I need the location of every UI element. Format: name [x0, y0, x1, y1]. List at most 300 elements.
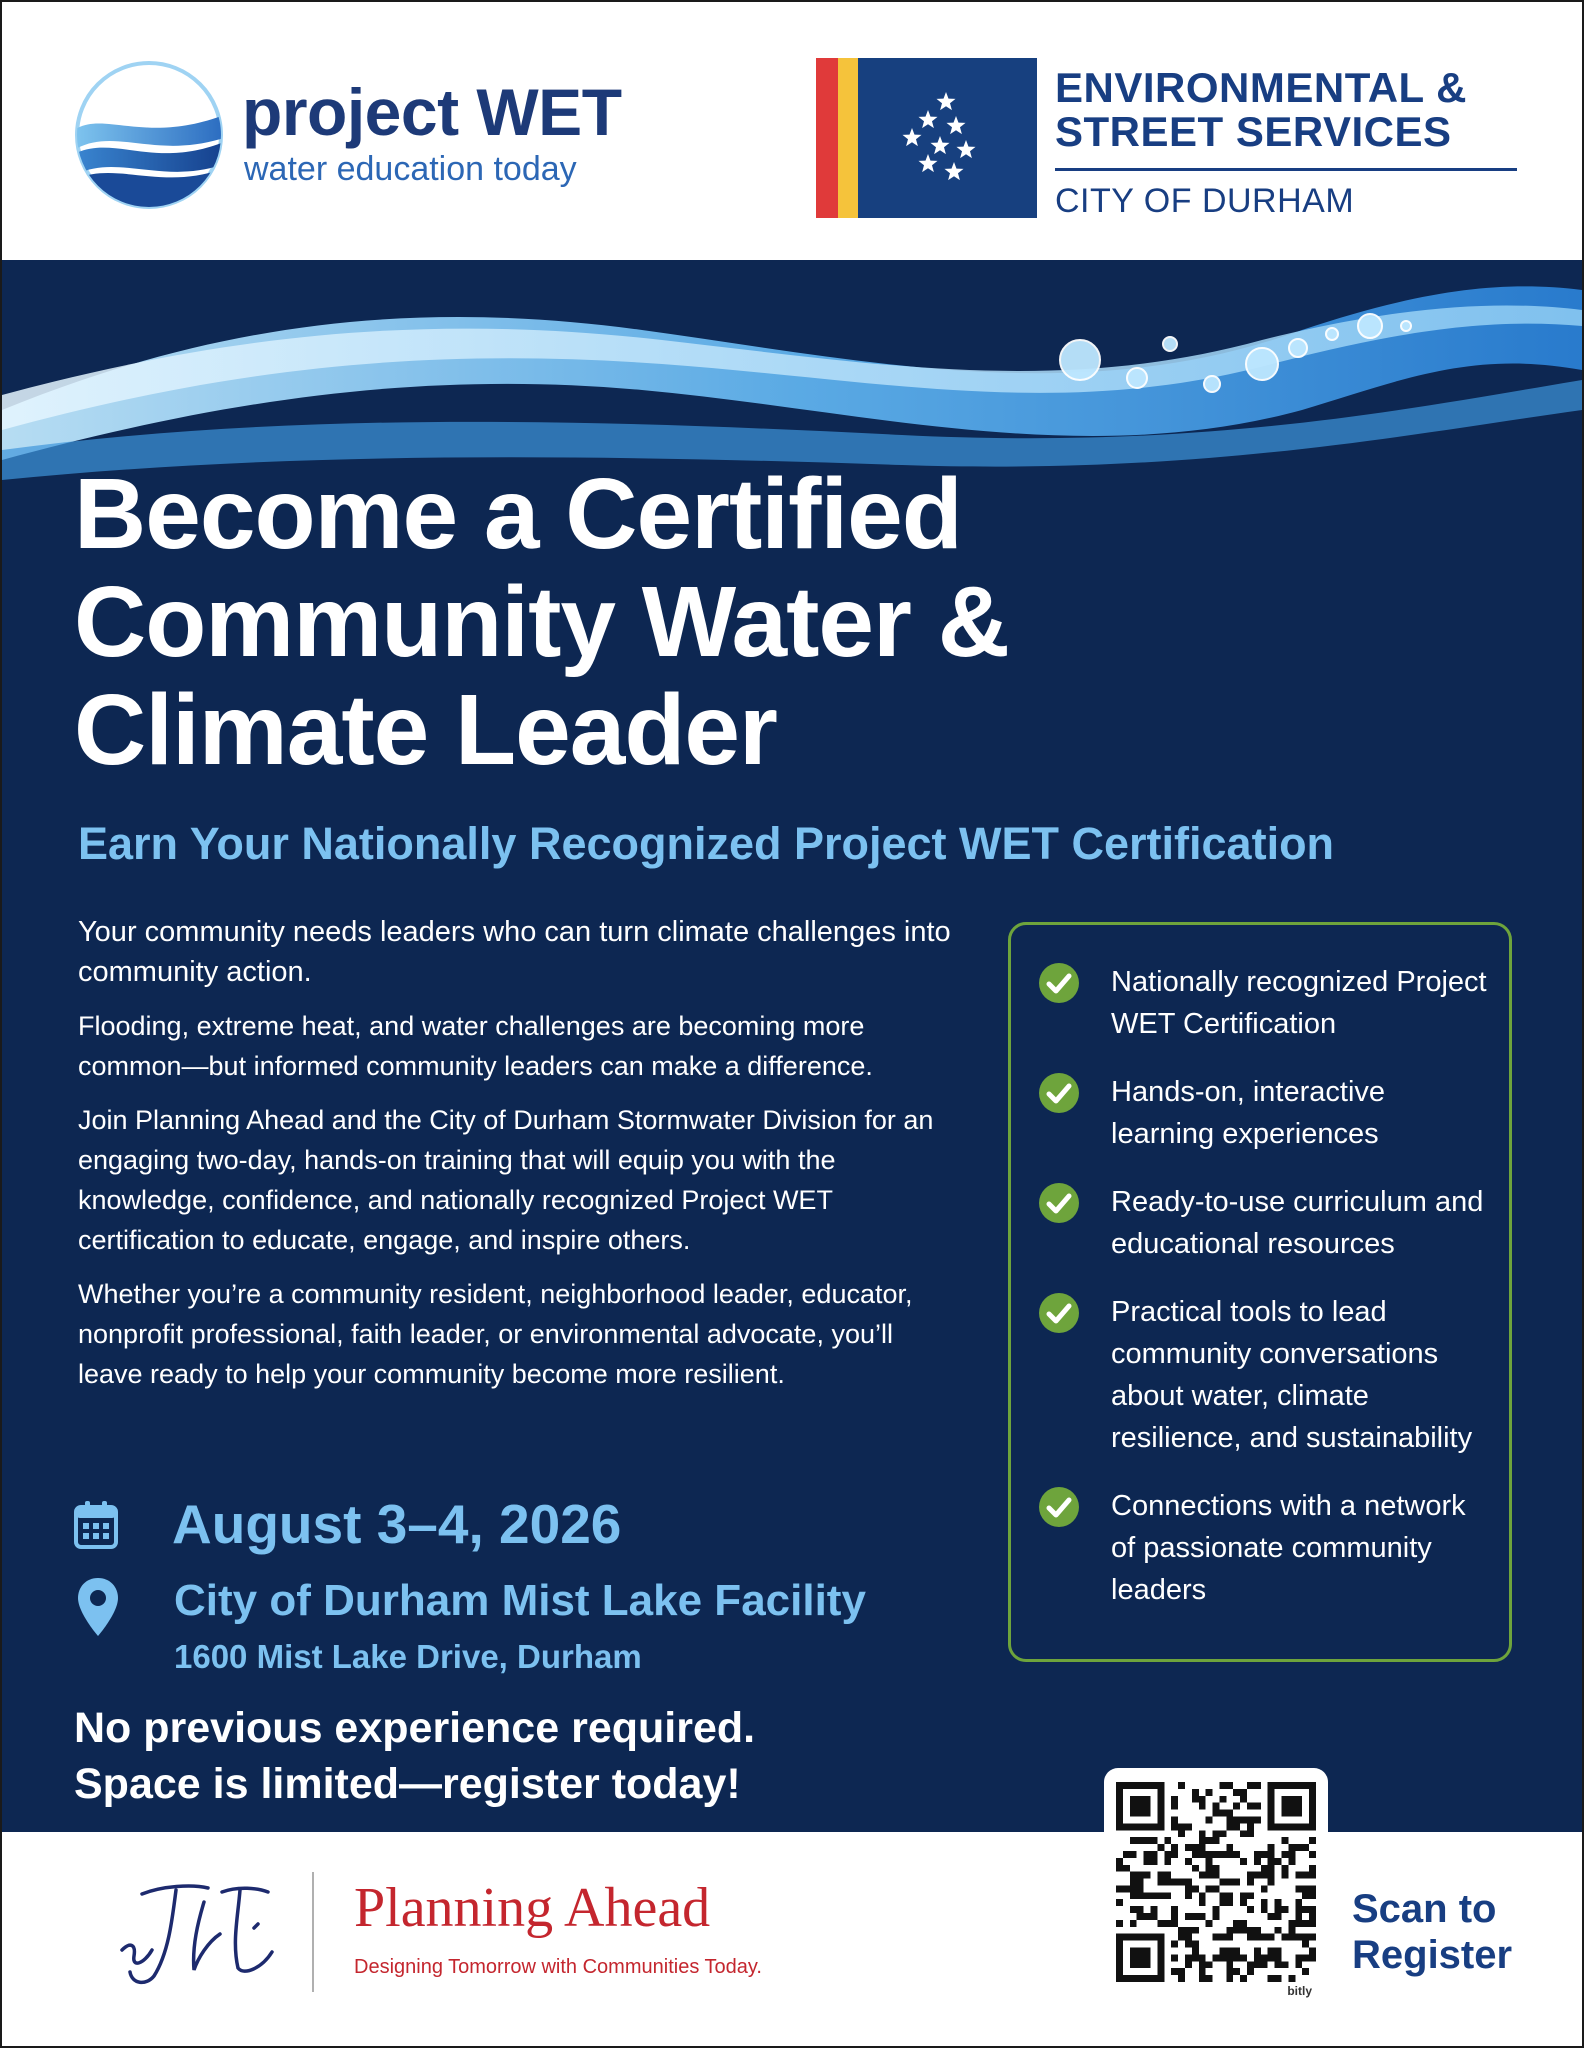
body-paragraph: Join Planning Ahead and the City of Durham Stormwater Division for an engaging two-day, hands-on training that will equip you with the knowledge, confidence, and nationally recognized Project WET certification to educate, engage, and inspire others.: [78, 1105, 934, 1255]
qr-module: [1247, 1879, 1254, 1886]
qr-module: [1268, 1851, 1275, 1858]
body-paragraph: Flooding, extreme heat, and water challenges are becoming more common—but informed community leaders can make a difference.: [78, 1011, 873, 1081]
qr-module: [1302, 1844, 1309, 1851]
qr-module: [1185, 1934, 1192, 1941]
qr-module: [1233, 1954, 1240, 1961]
scan-line: Scan to: [1352, 1887, 1497, 1931]
qr-module: [1171, 1803, 1178, 1810]
qr-module: [1164, 1872, 1171, 1879]
qr-module: [1157, 1872, 1164, 1879]
qr-module: [1199, 1844, 1206, 1851]
qr-module: [1171, 1823, 1178, 1830]
qr-module: [1309, 1872, 1316, 1879]
event-date: August 3–4, 2026: [172, 1493, 622, 1555]
qr-module: [1247, 1934, 1254, 1941]
qr-module: [1240, 1796, 1247, 1803]
qr-module: [1295, 1885, 1302, 1892]
qr-module: [1123, 1851, 1130, 1858]
qr-module: [1199, 1968, 1206, 1975]
qr-module: [1213, 1906, 1220, 1913]
qr-module: [1295, 1899, 1302, 1906]
qr-module: [1150, 1851, 1157, 1858]
subheadline: Earn Your Nationally Recognized Project WET Certification: [78, 818, 1335, 869]
benefit-item: [1037, 1291, 1489, 1459]
qr-module: [1261, 1899, 1268, 1906]
qr-module: [1130, 1872, 1137, 1879]
qr-module: [1213, 1934, 1220, 1941]
body-paragraph: Your community needs leaders who can turn climate challenges into community action.: [78, 916, 951, 988]
qr-module: [1288, 1851, 1295, 1858]
qr-module: [1302, 1906, 1309, 1913]
qr-module: [1213, 1885, 1220, 1892]
qr-module: [1144, 1892, 1151, 1899]
qr-module: [1282, 1837, 1289, 1844]
qr-module: [1192, 1941, 1199, 1948]
qr-module: [1282, 1961, 1289, 1968]
qr-module: [1240, 1892, 1247, 1899]
qr-module: [1275, 1858, 1282, 1865]
qr-module: [1261, 1865, 1268, 1872]
qr-module: [1254, 1934, 1261, 1941]
qr-module: [1116, 1885, 1123, 1892]
footer-divider: [312, 1872, 314, 1992]
qr-module: [1282, 1872, 1289, 1879]
qr-module: [1226, 1851, 1233, 1858]
qr-module: [1261, 1954, 1268, 1961]
qr-module: [1150, 1906, 1157, 1913]
qr-module: [1157, 1920, 1164, 1927]
qr-module: [1240, 1975, 1247, 1982]
qr-module: [1247, 1961, 1254, 1968]
qr-module: [1254, 1927, 1261, 1934]
ess-name-line2: STREET SERVICES: [1055, 108, 1452, 155]
qr-module: [1213, 1837, 1220, 1844]
qr-module: [1144, 1851, 1151, 1858]
qr-module: [1199, 1975, 1206, 1982]
qr-module: [1171, 1816, 1178, 1823]
qr-module: [1213, 1865, 1220, 1872]
qr-module: [1199, 1796, 1206, 1803]
qr-module: [1171, 1906, 1178, 1913]
qr-module: [1226, 1844, 1233, 1851]
qr-module: [1268, 1975, 1275, 1982]
qr-module: [1150, 1892, 1157, 1899]
qr-module: [1171, 1796, 1178, 1803]
qr-module: [1164, 1892, 1171, 1899]
qr-module: [1219, 1851, 1226, 1858]
qr-module: [1192, 1851, 1199, 1858]
call-to-action: [74, 1700, 755, 1812]
qr-module: [1164, 1858, 1171, 1865]
qr-module: [1226, 1879, 1233, 1886]
qr-module: [1226, 1816, 1233, 1823]
qr-module: [1295, 1961, 1302, 1968]
qr-brand-label: bitly: [1287, 1984, 1312, 1998]
qr-module: [1282, 1934, 1289, 1941]
qr-module: [1261, 1961, 1268, 1968]
qr-code-icon[interactable]: [1116, 1782, 1316, 1982]
main-headline: [74, 460, 1514, 784]
cta-line: Space is limited—register today!: [74, 1760, 741, 1808]
qr-module: [1199, 1899, 1206, 1906]
qr-module: [1226, 1961, 1233, 1968]
qr-module: [1137, 1913, 1144, 1920]
qr-module: [1282, 1906, 1289, 1913]
qr-module: [1157, 1892, 1164, 1899]
qr-module: [1226, 1782, 1233, 1789]
qr-module: [1309, 1851, 1316, 1858]
qr-module: [1178, 1975, 1185, 1982]
benefit-text: Practical tools to lead community conversations about water, climate resilience, and sustainability: [1111, 1296, 1473, 1454]
qr-module: [1219, 1892, 1226, 1899]
qr-module: [1213, 1954, 1220, 1961]
qr-module: [1309, 1892, 1316, 1899]
qr-module: [1185, 1927, 1192, 1934]
qr-module: [1233, 1789, 1240, 1796]
wave-circle-icon: [74, 60, 224, 210]
qr-module: [1192, 1865, 1199, 1872]
qr-module: [1302, 1892, 1309, 1899]
qr-module: [1192, 1948, 1199, 1955]
qr-module: [1206, 1789, 1213, 1796]
qr-module: [1275, 1975, 1282, 1982]
qr-module: [1123, 1885, 1130, 1892]
qr-module: [1247, 1782, 1254, 1789]
qr-module: [1192, 1927, 1199, 1934]
qr-module: [1164, 1920, 1171, 1927]
qr-module: [1144, 1837, 1151, 1844]
qr-module: [1282, 1796, 1303, 1817]
check-circle-icon: [1037, 1181, 1081, 1225]
cta-line: No previous experience required.: [74, 1704, 756, 1752]
qr-module: [1268, 1844, 1275, 1851]
qr-module: [1144, 1913, 1151, 1920]
benefit-text: Nationally recognized Project WET Certification: [1111, 966, 1487, 1040]
qr-module: [1206, 1858, 1213, 1865]
qr-module: [1240, 1899, 1247, 1906]
qr-module: [1247, 1830, 1254, 1837]
qr-module: [1309, 1913, 1316, 1920]
main-panel: [2, 260, 1582, 1832]
qr-module: [1164, 1837, 1171, 1844]
qr-module: [1309, 1865, 1316, 1872]
ess-divider: [1055, 168, 1517, 171]
qr-module: [1268, 1865, 1275, 1872]
check-circle-icon: [1037, 961, 1081, 1005]
project-wet-tagline: water education today: [244, 150, 577, 188]
headline-line: Climate Leader: [74, 674, 777, 786]
qr-module: [1185, 1844, 1192, 1851]
qr-module: [1213, 1803, 1220, 1810]
qr-module: [1206, 1920, 1213, 1927]
qr-module: [1116, 1865, 1123, 1872]
qr-module: [1219, 1830, 1226, 1837]
body-copy: [78, 912, 958, 1408]
qr-module: [1192, 1844, 1199, 1851]
qr-module: [1254, 1954, 1261, 1961]
planning-ahead-name: Planning Ahead: [354, 1877, 711, 1939]
qr-module: [1157, 1879, 1164, 1886]
qr-module: [1137, 1879, 1144, 1886]
qr-module: [1171, 1968, 1178, 1975]
qr-module: [1240, 1954, 1247, 1961]
qr-module: [1240, 1858, 1247, 1865]
qr-module: [1247, 1906, 1254, 1913]
qr-module: [1150, 1858, 1157, 1865]
qr-module: [1226, 1948, 1233, 1955]
benefit-text: Connections with a network of passionate community leaders: [1111, 1490, 1466, 1606]
qr-module: [1309, 1954, 1316, 1961]
qr-module: [1130, 1837, 1137, 1844]
qr-module: [1178, 1968, 1185, 1975]
qr-module: [1130, 1920, 1137, 1927]
qr-module: [1116, 1858, 1123, 1865]
qr-module: [1199, 1892, 1206, 1899]
qr-module: [1199, 1872, 1206, 1879]
qr-module: [1226, 1892, 1233, 1899]
check-circle-icon: [1037, 1071, 1081, 1115]
qr-module: [1213, 1830, 1220, 1837]
qr-module: [1178, 1927, 1185, 1934]
qr-module: [1309, 1885, 1316, 1892]
qr-module: [1185, 1913, 1192, 1920]
qr-module: [1199, 1837, 1206, 1844]
qr-module: [1171, 1879, 1178, 1886]
qr-module: [1240, 1830, 1247, 1837]
qr-module: [1309, 1934, 1316, 1941]
qr-module: [1226, 1975, 1233, 1982]
qr-module: [1185, 1941, 1192, 1948]
qr-module: [1309, 1920, 1316, 1927]
qr-module: [1206, 1961, 1213, 1968]
qr-module: [1185, 1892, 1192, 1899]
qr-module: [1261, 1885, 1268, 1892]
qr-module: [1288, 1844, 1295, 1851]
qr-module: [1219, 1934, 1226, 1941]
qr-module: [1226, 1927, 1233, 1934]
qr-module: [1275, 1913, 1282, 1920]
benefit-text: Ready-to-use curriculum and educational resources: [1111, 1186, 1484, 1260]
qr-module: [1171, 1954, 1178, 1961]
qr-module: [1178, 1823, 1185, 1830]
qr-module: [1247, 1823, 1254, 1830]
qr-module: [1302, 1941, 1309, 1948]
qr-module: [1199, 1851, 1206, 1858]
qr-module: [1261, 1872, 1268, 1879]
qr-module: [1268, 1872, 1275, 1879]
qr-module: [1116, 1920, 1123, 1927]
qr-module: [1199, 1961, 1206, 1968]
qr-module: [1247, 1892, 1254, 1899]
qr-module: [1144, 1858, 1151, 1865]
qr-module: [1137, 1872, 1144, 1879]
qr-module: [1240, 1789, 1247, 1796]
qr-module: [1254, 1816, 1261, 1823]
qr-module: [1233, 1816, 1240, 1823]
qr-module: [1130, 1892, 1137, 1899]
qr-module: [1268, 1879, 1275, 1886]
location-pin-icon: [76, 1576, 120, 1638]
durham-flag-stars-icon: [816, 58, 1037, 218]
qr-module: [1282, 1851, 1289, 1858]
scan-line: Register: [1352, 1933, 1513, 1977]
qr-module: [1302, 1920, 1309, 1927]
qr-module: [1268, 1948, 1275, 1955]
benefit-item: [1037, 961, 1489, 1045]
qr-module: [1275, 1961, 1282, 1968]
qr-module: [1295, 1906, 1302, 1913]
qr-module: [1213, 1913, 1220, 1920]
qr-module: [1213, 1810, 1220, 1817]
qr-module: [1137, 1885, 1144, 1892]
qr-module: [1137, 1906, 1144, 1913]
qr-module: [1309, 1837, 1316, 1844]
qr-module: [1171, 1851, 1178, 1858]
qr-module: [1302, 1872, 1309, 1879]
check-circle-icon: [1037, 1291, 1081, 1335]
qr-module: [1254, 1851, 1261, 1858]
qr-module: [1233, 1948, 1240, 1955]
qr-module: [1233, 1968, 1240, 1975]
project-wet-title: project WET: [242, 75, 622, 149]
qr-module: [1268, 1934, 1275, 1941]
footer: [2, 1832, 1582, 2046]
qr-module: [1192, 1913, 1199, 1920]
qr-module: [1288, 1858, 1295, 1865]
qr-module: [1130, 1885, 1137, 1892]
qr-module: [1178, 1782, 1185, 1789]
qr-module: [1295, 1872, 1302, 1879]
qr-module: [1309, 1948, 1316, 1955]
benefit-item: [1037, 1485, 1489, 1611]
qr-module: [1254, 1782, 1261, 1789]
qr-module: [1233, 1927, 1240, 1934]
qr-module: [1254, 1858, 1261, 1865]
qr-module: [1199, 1954, 1206, 1961]
benefits-box: [1008, 922, 1512, 1662]
qr-module: [1275, 1927, 1282, 1934]
qr-module: [1226, 1934, 1233, 1941]
qr-module: [1199, 1830, 1206, 1837]
qr-module: [1164, 1851, 1171, 1858]
qr-module: [1171, 1920, 1178, 1927]
qr-module: [1130, 1906, 1137, 1913]
qr-module: [1192, 1885, 1199, 1892]
body-paragraph: Whether you’re a community resident, neighborhood leader, educator, nonprofit professional, faith leader, or environmental advocate, you’ll leave ready to help your community become more resilient.: [78, 1279, 913, 1389]
qr-module: [1302, 1968, 1309, 1975]
qr-module: [1295, 1844, 1302, 1851]
qr-module: [1219, 1879, 1226, 1886]
qr-module: [1178, 1879, 1185, 1886]
qr-code-card[interactable]: [1104, 1768, 1328, 2004]
qr-module: [1185, 1961, 1192, 1968]
qr-module: [1130, 1796, 1151, 1817]
qr-module: [1137, 1837, 1144, 1844]
qr-module: [1233, 1803, 1240, 1810]
qr-module: [1275, 1948, 1282, 1955]
qr-module: [1219, 1954, 1226, 1961]
qr-module: [1219, 1899, 1226, 1906]
ess-city-name: CITY OF DURHAM: [1055, 182, 1355, 220]
qr-module: [1288, 1927, 1295, 1934]
qr-module: [1206, 1816, 1213, 1823]
qr-module: [1144, 1872, 1151, 1879]
planning-ahead-tagline: Designing Tomorrow with Communities Today.: [354, 1956, 762, 1978]
water-wave-graphic: [2, 260, 1582, 480]
qr-module: [1178, 1934, 1185, 1941]
qr-module: [1268, 1954, 1275, 1961]
qr-module: [1288, 1934, 1295, 1941]
qr-module: [1302, 1954, 1309, 1961]
qr-module: [1213, 1851, 1220, 1858]
qr-module: [1185, 1823, 1192, 1830]
qr-module: [1254, 1872, 1261, 1879]
qr-module: [1226, 1954, 1233, 1961]
qr-module: [1116, 1899, 1123, 1906]
qr-module: [1192, 1796, 1199, 1803]
check-circle-icon: [1037, 1485, 1081, 1529]
qr-module: [1206, 1851, 1213, 1858]
qr-module: [1275, 1954, 1282, 1961]
qr-module: [1254, 1803, 1261, 1810]
qr-module: [1178, 1830, 1185, 1837]
qr-module: [1254, 1961, 1261, 1968]
qr-module: [1275, 1899, 1282, 1906]
qr-module: [1171, 1913, 1178, 1920]
qr-module: [1268, 1858, 1275, 1865]
qr-module: [1295, 1954, 1302, 1961]
header: [2, 2, 1582, 260]
qr-module: [1233, 1851, 1240, 1858]
qr-module: [1254, 1948, 1261, 1955]
qr-module: [1150, 1913, 1157, 1920]
qr-module: [1302, 1885, 1309, 1892]
qr-module: [1219, 1796, 1226, 1803]
qr-module: [1199, 1913, 1206, 1920]
qr-module: [1247, 1927, 1254, 1934]
headline-line: Become a Certified: [74, 458, 962, 570]
qr-module: [1295, 1920, 1302, 1927]
qr-module: [1206, 1872, 1213, 1879]
qr-module: [1233, 1823, 1240, 1830]
qr-module: [1171, 1844, 1178, 1851]
qr-module: [1240, 1920, 1247, 1927]
qr-module: [1247, 1872, 1254, 1879]
qr-module: [1240, 1816, 1247, 1823]
qr-module: [1130, 1948, 1151, 1969]
qr-module: [1219, 1782, 1226, 1789]
qr-module: [1288, 1975, 1295, 1982]
qr-module: [1226, 1823, 1233, 1830]
qr-module: [1164, 1879, 1171, 1886]
event-address: 1600 Mist Lake Drive, Durham: [174, 1638, 642, 1675]
scan-to-register-label: [1352, 1886, 1512, 1978]
calendar-icon: [74, 1500, 118, 1550]
qr-module: [1261, 1934, 1268, 1941]
qr-module: [1192, 1954, 1199, 1961]
qr-module: [1247, 1968, 1254, 1975]
event-venue: City of Durham Mist Lake Facility: [174, 1576, 866, 1625]
qr-module: [1261, 1851, 1268, 1858]
qr-module: [1185, 1879, 1192, 1886]
qr-module: [1247, 1803, 1254, 1810]
qr-module: [1247, 1816, 1254, 1823]
qr-module: [1309, 1906, 1316, 1913]
qr-module: [1226, 1968, 1233, 1975]
qr-module: [1206, 1975, 1213, 1982]
qr-module: [1206, 1885, 1213, 1892]
benefit-item: [1037, 1071, 1489, 1155]
